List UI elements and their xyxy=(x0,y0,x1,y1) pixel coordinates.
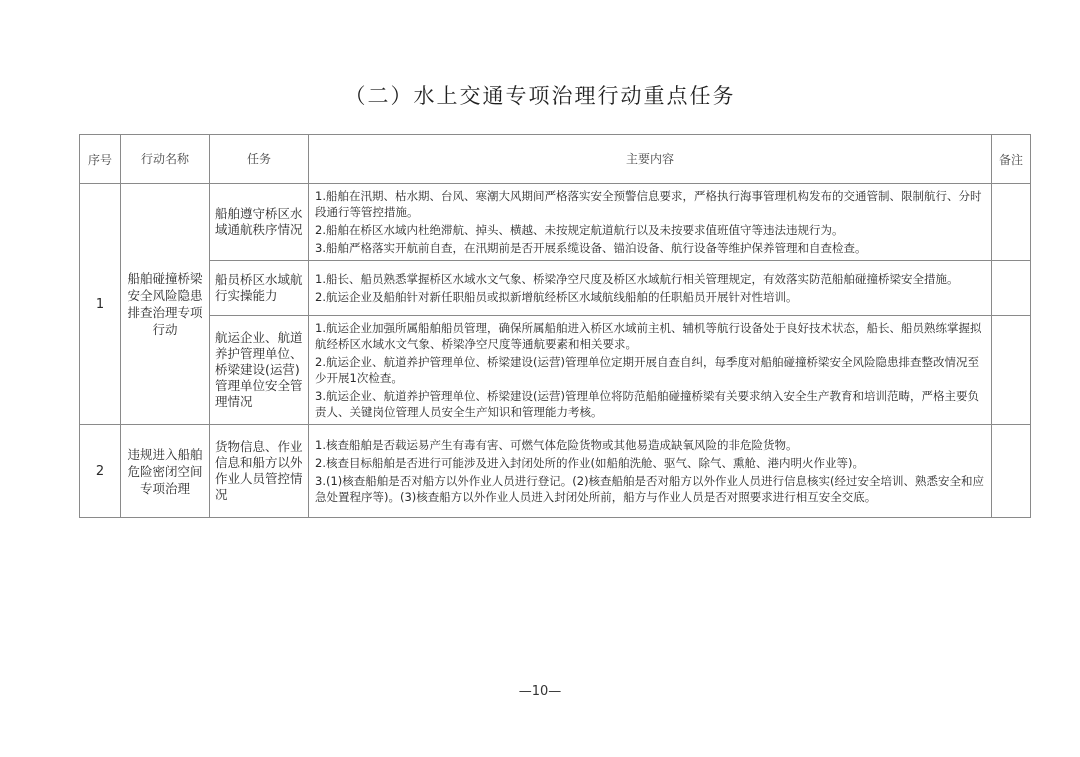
task-name: 船舶遵守桥区水域通航秩序情况 xyxy=(210,184,309,261)
row-seq: 1 xyxy=(80,184,121,425)
content-item: 2.航运企业及船舶针对新任职船员或拟新增航经桥区水域航线船舶的任职船员开展针对性培训。 xyxy=(315,290,798,304)
task-table xyxy=(79,134,1031,518)
content-item: 2.船舶在桥区水域内杜绝滞航、掉头、横越、未按规定航道航行以及未按要求值班值守等违法违规行为。 xyxy=(315,223,844,237)
row-seq: 2 xyxy=(80,425,121,518)
task-content xyxy=(309,316,992,425)
task-name: 货物信息、作业信息和船方以外作业人员管控情况 xyxy=(210,425,309,518)
table-row xyxy=(80,261,1031,316)
header-action-name: 行动名称 xyxy=(121,135,210,184)
task-content xyxy=(309,261,992,316)
content-item: 2.航运企业、航道养护管理单位、桥梁建设(运营)管理单位定期开展自查自纠，每季度对船舶碰撞桥梁安全风险隐患排查整改情况至少开展1次检查。 xyxy=(315,355,979,385)
content-item: 3.(1)核查船舶是否对船方以外作业人员进行登记。(2)核查船舶是否对船方以外作业人员进行信息核实(经过安全培训、熟悉安全和应急处置程序等)。(3)核查船方以外作业人员进入封闭处所前，船方与作业人员是否对照要求进行相互安全交底。 xyxy=(315,474,985,504)
content-item: 1.核查船舶是否载运易产生有毒有害、可燃气体危险货物或其他易造成缺氧风险的非危险货物。 xyxy=(315,438,798,452)
task-content xyxy=(309,184,992,261)
page-title: （二）水上交通专项治理行动重点任务 xyxy=(344,84,736,108)
header-note: 备注 xyxy=(992,135,1031,184)
row-action-name: 船舶碰撞桥梁安全风险隐患排查治理专项行动 xyxy=(121,184,210,425)
task-content xyxy=(309,425,992,518)
header-content: 主要内容 xyxy=(309,135,992,184)
table-row xyxy=(80,425,1031,518)
content-item: 1.航运企业加强所属船舶船员管理，确保所属船舶进入桥区水域前主机、辅机等航行设备处于良好技术状态，船长、船员熟练掌握拟航经桥区水域水文气象、桥梁净空尺度等通航要素和相关要求。 xyxy=(315,321,982,351)
content-item: 2.核查目标船舶是否进行可能涉及进入封闭处所的作业(如船舶洗舱、驱气、除气、熏舱、港内明火作业等)。 xyxy=(315,456,864,470)
header-seq: 序号 xyxy=(80,135,121,184)
content-item: 1.船舶在汛期、枯水期、台风、寒潮大风期间严格落实安全预警信息要求，严格执行海事管理机构发布的交通管制、限制航行、分时段通行等管控措施。 xyxy=(315,189,982,219)
content-item: 3.航运企业、航道养护管理单位、桥梁建设(运营)管理单位将防范船舶碰撞桥梁有关要求纳入安全生产教育和培训范畴，严格主要负责人、关键岗位管理人员安全生产知识和管理能力考核。 xyxy=(315,389,979,419)
page-number: —10— xyxy=(518,684,562,699)
content-item: 3.船舶严格落实开航前自查，在汛期前是否开展系缆设备、锚泊设备、航行设备等维护保养管理和自查检查。 xyxy=(315,241,867,255)
table-row xyxy=(80,316,1031,425)
row-note xyxy=(992,261,1031,316)
task-name: 航运企业、航道养护管理单位、桥梁建设(运营)管理单位安全管理情况 xyxy=(210,316,309,425)
row-note xyxy=(992,184,1031,261)
row-action-name: 违规进入船舶危险密闭空间专项治理 xyxy=(121,425,210,518)
row-note xyxy=(992,316,1031,425)
table-row xyxy=(80,184,1031,261)
row-note xyxy=(992,425,1031,518)
header-task: 任务 xyxy=(210,135,309,184)
content-item: 1.船长、船员熟悉掌握桥区水域水文气象、桥梁净空尺度及桥区水域航行相关管理规定，有效落实防范船舶碰撞桥梁安全措施。 xyxy=(315,272,959,286)
task-name: 船员桥区水域航行实操能力 xyxy=(210,261,309,316)
table-header-row xyxy=(80,135,1031,184)
